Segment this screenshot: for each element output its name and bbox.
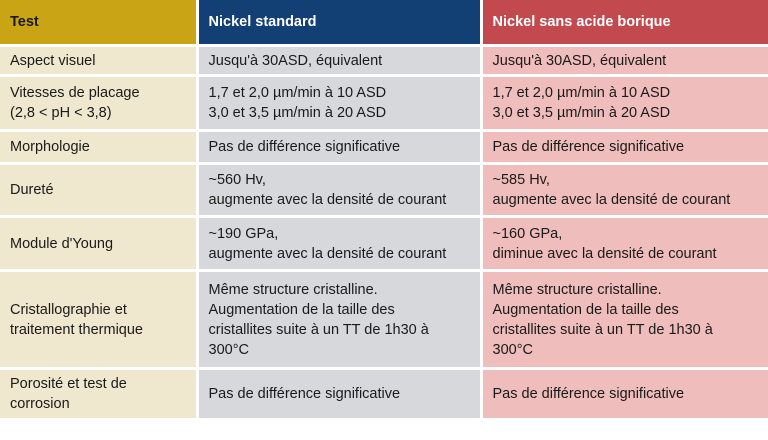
table-row <box>0 131 768 164</box>
row-label: Vitesses de placage (2,8 < pH < 3,8) <box>0 76 197 131</box>
row-label: Porosité et test de corrosion <box>0 369 197 420</box>
sans-acide-value: Jusqu'à 30ASD, équivalent <box>481 46 768 76</box>
row-label: Cristallographie et traitement thermique <box>0 271 197 369</box>
table-row <box>0 46 768 76</box>
sans-acide-value: Pas de différence significative <box>481 131 768 164</box>
standard-value: 1,7 et 2,0 µm/min à 10 ASD 3,0 et 3,5 µm/min à 20 ASD <box>197 76 481 131</box>
table-row <box>0 369 768 420</box>
standard-value: Pas de différence significative <box>197 369 481 420</box>
sans-acide-value: ~160 GPa, diminue avec la densité de courant <box>481 217 768 271</box>
standard-value: ~190 GPa, augmente avec la densité de courant <box>197 217 481 271</box>
sans-acide-value: Pas de différence significative <box>481 369 768 420</box>
standard-value: Même structure cristalline. Augmentation de la taille des cristallites suite à un TT de 1h30 à 300°C <box>197 271 481 369</box>
standard-value: Pas de différence significative <box>197 131 481 164</box>
row-label: Dureté <box>0 164 197 217</box>
header-nickel-standard: Nickel standard <box>197 0 481 46</box>
standard-value: Jusqu'à 30ASD, équivalent <box>197 46 481 76</box>
standard-value: ~560 Hv, augmente avec la densité de courant <box>197 164 481 217</box>
header-nickel-sans-acide: Nickel sans acide borique <box>481 0 768 46</box>
sans-acide-value: ~585 Hv, augmente avec la densité de courant <box>481 164 768 217</box>
sans-acide-value: 1,7 et 2,0 µm/min à 10 ASD 3,0 et 3,5 µm/min à 20 ASD <box>481 76 768 131</box>
sans-acide-value: Même structure cristalline. Augmentation de la taille des cristallites suite à un TT de 1h30 à 300°C <box>481 271 768 369</box>
row-label: Aspect visuel <box>0 46 197 76</box>
header-row <box>0 0 768 46</box>
row-label: Morphologie <box>0 131 197 164</box>
row-label: Module d'Young <box>0 217 197 271</box>
header-test: Test <box>0 0 197 46</box>
table-row <box>0 271 768 369</box>
table-row <box>0 217 768 271</box>
table-row <box>0 76 768 131</box>
table-row <box>0 164 768 217</box>
